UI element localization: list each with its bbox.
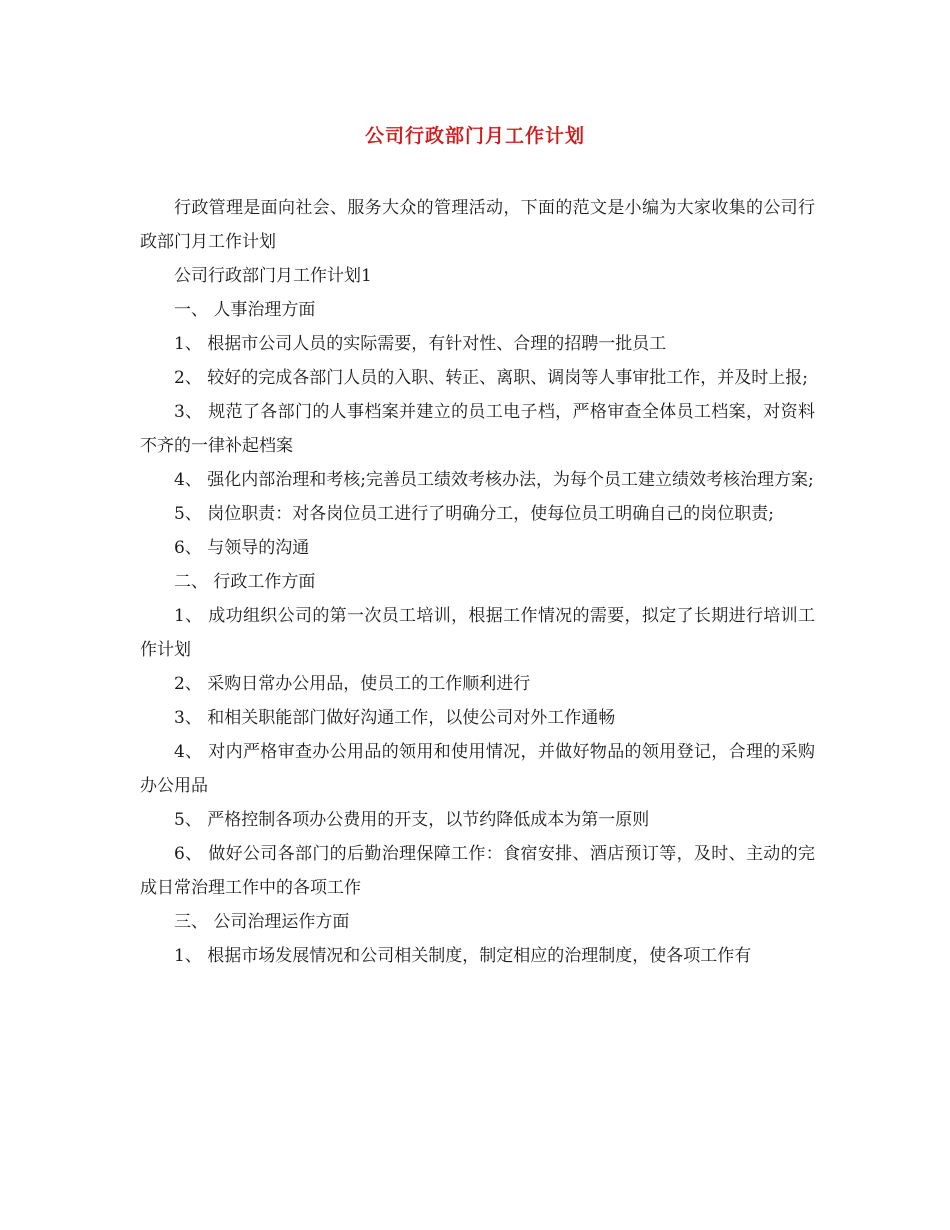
list-item: 6、 与领导的沟通: [174, 538, 310, 558]
list-item: 6、 做好公司各部门的后勤治理保障工作：食宿安排、酒店预订等，及时、主动的完成日常治理工作中的各项工作: [140, 844, 815, 898]
document-body: [140, 191, 815, 973]
document-title: 公司行政部门月工作计划: [364, 125, 585, 147]
list-item: 2、 较好的完成各部门人员的入职、转正、离职、调岗等人事审批工作，并及时上报;: [174, 368, 808, 388]
list-item: 2、 采购日常办公用品，使员工的工作顺利进行: [174, 674, 531, 694]
list-item: 5、 严格控制各项办公费用的开支，以节约降低成本为第一原则: [174, 810, 650, 830]
list-item: 4、 对内严格审查办公用品的领用和使用情况，并做好物品的领用登记，合理的采购办公用品: [140, 742, 815, 796]
intro-paragraph: 行政管理是面向社会、服务大众的管理活动，下面的范文是小编为大家收集的公司行政部门月工作计划: [140, 198, 815, 252]
list-item: 4、 强化内部治理和考核;完善员工绩效考核办法，为每个员工建立绩效考核治理方案;: [174, 470, 814, 490]
list-item: 1、 根据市场发展情况和公司相关制度，制定相应的治理制度，使各项工作有: [174, 946, 752, 966]
list-item: 3、 和相关职能部门做好沟通工作，以使公司对外工作通畅: [174, 708, 616, 728]
section-heading-admin: 二、 行政工作方面: [174, 572, 316, 592]
section-heading-operations: 三、 公司治理运作方面: [174, 912, 350, 932]
list-item: 5、 岗位职责：对各岗位员工进行了明确分工，使每位员工明确自己的岗位职责;: [174, 504, 774, 524]
list-item: 1、 成功组织公司的第一次员工培训，根据工作情况的需要，拟定了长期进行培训工作计划: [140, 606, 815, 660]
section-heading-personnel: 一、 人事治理方面: [174, 300, 316, 320]
list-item: 3、 规范了各部门的人事档案并建立的员工电子档，严格审查全体员工档案，对资料不齐的一律补起档案: [140, 402, 815, 456]
plan-subtitle: 公司行政部门月工作计划1: [174, 266, 372, 286]
list-item: 1、 根据市公司人员的实际需要，有针对性、合理的招聘一批员工: [174, 334, 667, 354]
